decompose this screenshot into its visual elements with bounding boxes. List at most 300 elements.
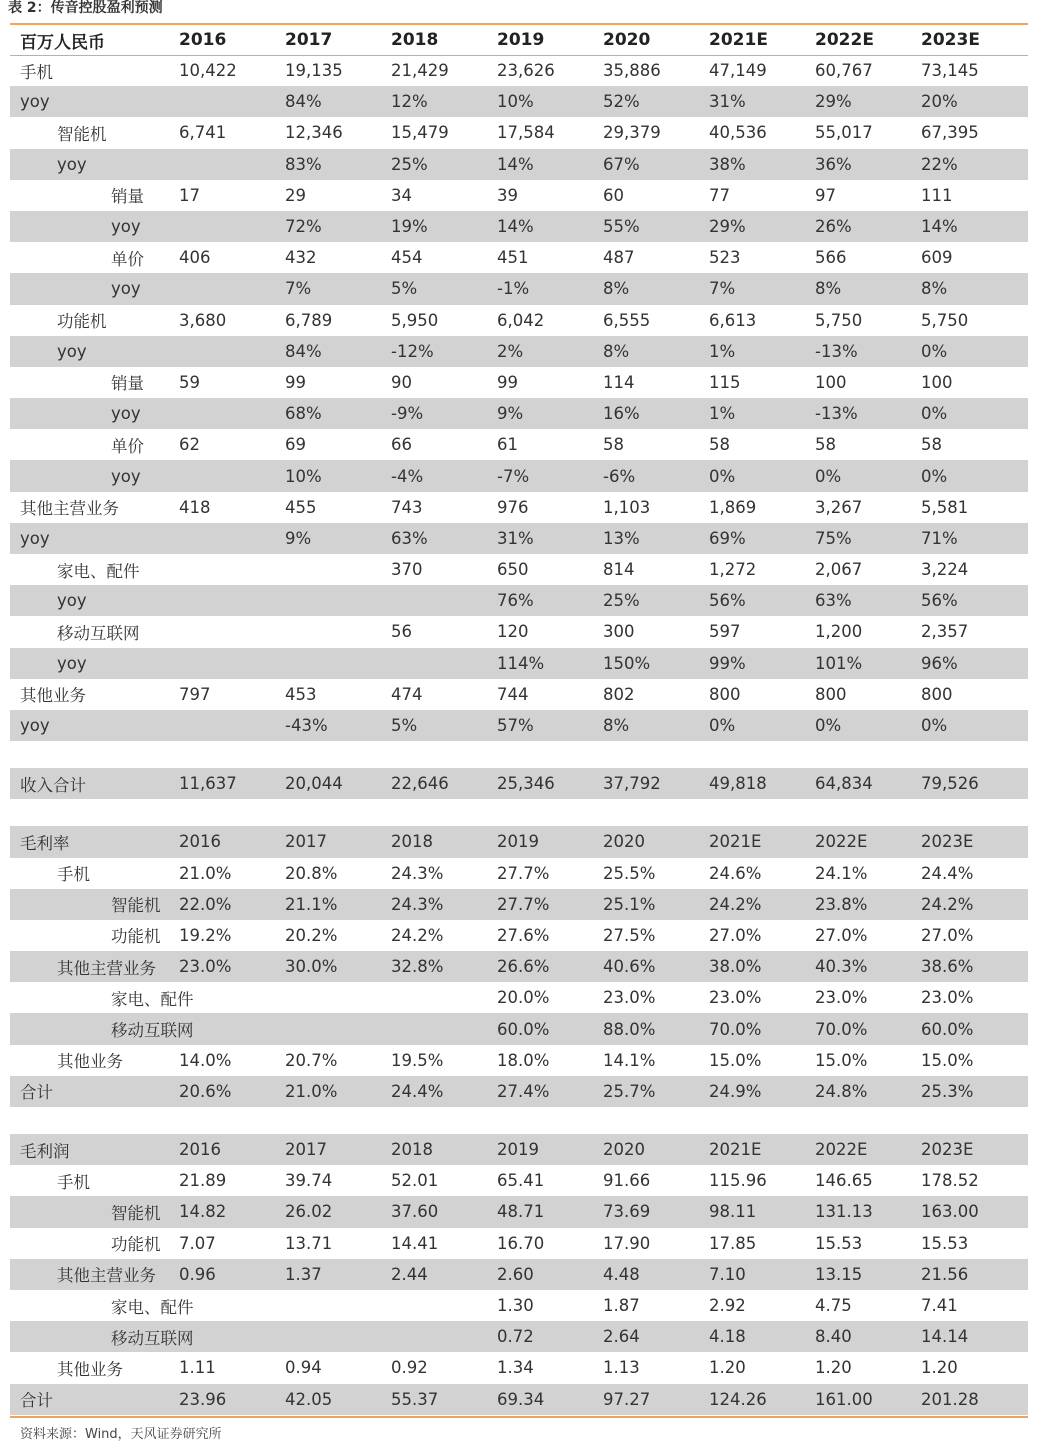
table-cell: 2021E: [709, 1134, 815, 1165]
row-label: 家电、配件: [57, 561, 140, 581]
table-cell: 73,145: [921, 61, 979, 81]
table-cell: 800: [815, 684, 847, 704]
table-cell: 38.0%: [709, 951, 815, 982]
table-cell: 2.60: [497, 1259, 603, 1290]
table-cell: 12%: [391, 86, 497, 117]
row-label: 百万人民币: [20, 32, 105, 53]
table-cell: -7%: [497, 460, 603, 491]
row-label: 手机: [57, 1172, 90, 1192]
row-label: 手机: [20, 62, 53, 82]
row-label: 功能机: [111, 1235, 161, 1255]
table-cell: 27.0%: [815, 925, 868, 945]
table-cell: 90: [391, 372, 412, 392]
revenue-row: [10, 460, 1028, 491]
table-cell: [391, 585, 497, 616]
table-cell: 19.2%: [179, 925, 232, 945]
table-cell: 101%: [815, 648, 921, 679]
table-cell: 96%: [921, 648, 1028, 679]
table-cell: 62: [179, 435, 200, 455]
revenue-row: [10, 523, 1028, 554]
margin-row: [10, 889, 1028, 920]
margin-header-row: [10, 826, 1028, 857]
table-cell: 2017: [285, 1134, 391, 1165]
table-cell: 10%: [497, 86, 603, 117]
table-cell: [391, 1321, 497, 1352]
table-cell: [285, 1321, 391, 1352]
margin-row: [10, 951, 1028, 982]
table-cell: 17,584: [497, 123, 555, 143]
table-cell: [391, 648, 497, 679]
table-cell: 2022E: [815, 826, 921, 857]
table-cell: 3,267: [815, 497, 863, 517]
row-label: 移动互联网: [57, 623, 140, 643]
table-cell: 40.6%: [603, 951, 709, 982]
row-label: 手机: [57, 865, 90, 885]
table-cell: [179, 616, 285, 647]
table-cell: 2017: [285, 826, 391, 857]
table-cell: 27.4%: [497, 1076, 603, 1107]
table-cell: 8%: [603, 273, 709, 304]
table-cell: 18.0%: [497, 1050, 550, 1070]
table-cell: 65.41: [497, 1171, 545, 1191]
table-cell: 1.11: [179, 1358, 216, 1378]
table-cell: 2017: [285, 30, 333, 50]
table-cell: 34: [391, 185, 412, 205]
table-cell: [179, 710, 285, 741]
table-cell: [179, 398, 285, 429]
table-cell: 98.11: [709, 1196, 815, 1227]
table-cell: 84%: [285, 336, 391, 367]
table-cell: 60.0%: [497, 1013, 603, 1044]
table-cell: 17: [179, 185, 200, 205]
table-cell: [179, 1321, 285, 1352]
table-cell: 27.0%: [921, 925, 974, 945]
table-cell: 8.40: [815, 1321, 921, 1352]
table-cell: [391, 1013, 497, 1044]
table-cell: 14.0%: [179, 1050, 232, 1070]
table-cell: 1.34: [497, 1358, 534, 1378]
forecast-table: [10, 25, 1028, 1415]
table-cell: 14.41: [391, 1233, 439, 1253]
profit-row: [10, 1165, 1028, 1196]
table-cell: 19,135: [285, 61, 343, 81]
table-cell: 566: [815, 248, 847, 268]
row-label: yoy: [10, 149, 179, 180]
table-cell: 75%: [815, 523, 921, 554]
table-cell: 2020: [603, 826, 709, 857]
table-cell: 523: [709, 248, 741, 268]
bottom-rule: [10, 1416, 1028, 1418]
table-cell: 26%: [815, 211, 921, 242]
table-cell: 60,767: [815, 61, 873, 81]
table-cell: 22%: [921, 149, 1028, 180]
table-cell: 2021E: [709, 826, 815, 857]
table-cell: 60: [603, 185, 624, 205]
table-cell: 25.7%: [603, 1076, 709, 1107]
table-cell: 150%: [603, 648, 709, 679]
row-label: 其他主营业务: [20, 499, 119, 519]
table-cell: 23.0%: [603, 988, 656, 1008]
row-label: 功能机: [111, 927, 161, 947]
table-cell: 0.92: [391, 1358, 428, 1378]
table-cell: 31%: [709, 86, 815, 117]
table-cell: 14.1%: [603, 1050, 656, 1070]
table-cell: 24.3%: [391, 863, 444, 883]
table-cell: [391, 1290, 497, 1321]
table-cell: 11,637: [179, 768, 285, 799]
table-cell: 23.0%: [179, 951, 285, 982]
table-cell: -1%: [497, 273, 603, 304]
table-cell: 21.0%: [179, 863, 232, 883]
table-cell: 800: [921, 684, 953, 704]
table-cell: 2.92: [709, 1296, 746, 1316]
table-cell: 2,067: [815, 560, 863, 580]
spacer-row: [10, 799, 1028, 826]
table-cell: 2018: [391, 826, 497, 857]
table-cell: 56%: [921, 585, 1028, 616]
table-cell: 0%: [815, 460, 921, 491]
table-cell: 71%: [921, 523, 1028, 554]
table-cell: 597: [709, 622, 741, 642]
row-label: 其他业务: [20, 686, 86, 706]
table-cell: 100: [921, 372, 953, 392]
table-cell: 66: [391, 435, 412, 455]
table-cell: 69%: [709, 523, 815, 554]
table-cell: 114: [603, 372, 635, 392]
table-cell: [179, 273, 285, 304]
table-cell: 744: [497, 684, 529, 704]
margin-row: [10, 982, 1028, 1013]
table-cell: 609: [921, 248, 953, 268]
table-cell: 114%: [497, 648, 603, 679]
table-cell: 7%: [709, 273, 815, 304]
table-cell: 115.96: [709, 1171, 767, 1191]
table-cell: 40,536: [709, 123, 767, 143]
table-cell: 2022E: [815, 30, 874, 50]
table-cell: 22,646: [391, 768, 497, 799]
row-label: 毛利润: [10, 1134, 179, 1165]
table-cell: 21.89: [179, 1171, 227, 1191]
table-cell: 25.1%: [603, 889, 709, 920]
table-cell: 13%: [603, 523, 709, 554]
table-cell: 99: [285, 372, 306, 392]
table-cell: 68%: [285, 398, 391, 429]
table-cell: 27.5%: [603, 925, 656, 945]
margin-row: [10, 858, 1028, 889]
table-cell: 69.34: [497, 1384, 603, 1415]
table-cell: 91.66: [603, 1171, 651, 1191]
table-cell: 2.64: [603, 1321, 709, 1352]
table-cell: 25.3%: [921, 1076, 1028, 1107]
row-label: 其他主营业务: [10, 951, 179, 982]
table-cell: 201.28: [921, 1384, 1028, 1415]
table-cell: 650: [497, 560, 529, 580]
table-cell: 23.0%: [921, 988, 974, 1008]
table-cell: 370: [391, 560, 423, 580]
table-cell: 432: [285, 248, 317, 268]
table-cell: 1%: [709, 398, 815, 429]
margin-row: [10, 1076, 1028, 1107]
table-cell: 48.71: [497, 1196, 603, 1227]
table-cell: [285, 1013, 391, 1044]
table-cell: 24.2%: [709, 889, 815, 920]
table-cell: 26.6%: [497, 951, 603, 982]
revenue-row: [10, 554, 1028, 585]
table-cell: 976: [497, 497, 529, 517]
table-cell: 0.96: [179, 1259, 285, 1290]
table-cell: 5,581: [921, 497, 969, 517]
table-cell: 55.37: [391, 1384, 497, 1415]
revenue-row: [10, 117, 1028, 148]
table-cell: 2016: [179, 1134, 285, 1165]
table-cell: 40.3%: [815, 951, 921, 982]
row-label: 销量: [111, 187, 144, 207]
table-cell: [179, 211, 285, 242]
table-cell: 453: [285, 684, 317, 704]
table-cell: 3,224: [921, 560, 969, 580]
table-cell: 25.5%: [603, 863, 656, 883]
row-label: yoy: [10, 398, 179, 429]
table-cell: 5%: [391, 710, 497, 741]
table-cell: 2,357: [921, 622, 969, 642]
table-cell: 32.8%: [391, 951, 497, 982]
table-cell: 1,200: [815, 622, 863, 642]
table-cell: 0%: [709, 710, 815, 741]
table-cell: 163.00: [921, 1196, 1028, 1227]
table-cell: 72%: [285, 211, 391, 242]
row-label: yoy: [10, 86, 179, 117]
table-cell: 455: [285, 497, 317, 517]
table-cell: 9%: [497, 398, 603, 429]
table-cell: 2020: [603, 30, 651, 50]
table-cell: 7.07: [179, 1233, 216, 1253]
table-cell: 2018: [391, 1134, 497, 1165]
row-label: yoy: [10, 585, 179, 616]
table-cell: 1.30: [497, 1296, 534, 1316]
table-cell: 56%: [709, 585, 815, 616]
table-cell: 0.94: [285, 1358, 322, 1378]
table-cell: [391, 982, 497, 1013]
revenue-row: [10, 648, 1028, 679]
table-cell: [285, 648, 391, 679]
table-cell: 99: [497, 372, 518, 392]
row-label: 智能机: [10, 889, 179, 920]
table-cell: 21.56: [921, 1259, 1028, 1290]
table-cell: 120: [497, 622, 529, 642]
table-cell: 3,680: [179, 310, 227, 330]
row-label: 收入合计: [10, 768, 179, 799]
profit-header-row: [10, 1134, 1028, 1165]
row-label: 家电、配件: [111, 1297, 194, 1317]
revenue-row: [10, 55, 1028, 86]
table-cell: 13.71: [285, 1233, 333, 1253]
table-cell: [179, 982, 285, 1013]
table-cell: 29,379: [603, 123, 661, 143]
table-cell: 2016: [179, 826, 285, 857]
table-cell: 21.0%: [285, 1076, 391, 1107]
table-cell: 76%: [497, 585, 603, 616]
table-cell: [179, 460, 285, 491]
table-cell: 797: [179, 684, 211, 704]
table-cell: 300: [603, 622, 635, 642]
table-cell: [285, 585, 391, 616]
table-cell: 16%: [603, 398, 709, 429]
table-cell: [179, 648, 285, 679]
table-cell: 6,555: [603, 310, 651, 330]
table-cell: 1,103: [603, 497, 651, 517]
table-cell: 7.41: [921, 1296, 958, 1316]
table-cell: 5,750: [815, 310, 863, 330]
profit-row: [10, 1259, 1028, 1290]
table-cell: 20,044: [285, 768, 391, 799]
row-label: 单价: [111, 249, 144, 269]
table-cell: 14.82: [179, 1196, 285, 1227]
table-cell: 15.53: [815, 1233, 863, 1253]
table-cell: 178.52: [921, 1171, 979, 1191]
table-cell: 70.0%: [709, 1013, 815, 1044]
profit-row: [10, 1352, 1028, 1383]
table-cell: 2019: [497, 1134, 603, 1165]
table-cell: 2021E: [709, 30, 768, 50]
table-cell: 58: [709, 435, 730, 455]
table-cell: 37,792: [603, 768, 709, 799]
table-cell: 21,429: [391, 61, 449, 81]
revenue-row: [10, 336, 1028, 367]
table-cell: 4.48: [603, 1259, 709, 1290]
table-cell: 17.90: [603, 1233, 651, 1253]
table-cell: 58: [921, 435, 942, 455]
table-cell: 55,017: [815, 123, 873, 143]
table-cell: 14%: [497, 149, 603, 180]
row-label: 智能机: [57, 124, 107, 144]
table-cell: 20.6%: [179, 1076, 285, 1107]
table-cell: 24.9%: [709, 1076, 815, 1107]
table-cell: 24.2%: [921, 889, 1028, 920]
row-label: yoy: [10, 336, 179, 367]
table-cell: 63%: [391, 523, 497, 554]
table-cell: 487: [603, 248, 635, 268]
table-cell: 14%: [921, 211, 1028, 242]
table-cell: 55%: [603, 211, 709, 242]
profit-row: [10, 1290, 1028, 1321]
table-cell: 14.14: [921, 1321, 1028, 1352]
table-cell: 6,789: [285, 310, 333, 330]
table-cell: 111: [921, 185, 953, 205]
profit-row: [10, 1384, 1028, 1415]
table-cell: 24.4%: [921, 863, 974, 883]
table-cell: 0%: [921, 710, 1028, 741]
table-cell: 6,741: [179, 123, 227, 143]
table-cell: 24.3%: [391, 889, 497, 920]
revenue-row: [10, 679, 1028, 710]
table-cell: 1,272: [709, 560, 757, 580]
table-cell: [285, 1290, 391, 1321]
table-cell: -13%: [815, 398, 921, 429]
row-label: yoy: [10, 460, 179, 491]
table-cell: 23.0%: [815, 988, 868, 1008]
source-note: 资料来源：Wind，天风证券研究所: [20, 1427, 222, 1442]
table-cell: 73.69: [603, 1196, 709, 1227]
table-cell: 2019: [497, 826, 603, 857]
revenue-row: [10, 149, 1028, 180]
revenue-row: [10, 616, 1028, 647]
table-cell: 10,422: [179, 61, 237, 81]
table-cell: -4%: [391, 460, 497, 491]
row-label: 智能机: [10, 1196, 179, 1227]
table-cell: 24.1%: [815, 863, 868, 883]
table-cell: 88.0%: [603, 1013, 709, 1044]
table-cell: 97.27: [603, 1384, 709, 1415]
table-cell: 0%: [921, 336, 1028, 367]
spacer-row: [10, 741, 1028, 768]
table-cell: -13%: [815, 336, 921, 367]
table-cell: [179, 336, 285, 367]
table-cell: 21.1%: [285, 889, 391, 920]
table-cell: 406: [179, 248, 211, 268]
table-cell: 79,526: [921, 768, 1028, 799]
table-cell: 60.0%: [921, 1013, 1028, 1044]
table-cell: 100: [815, 372, 847, 392]
table-cell: 2016: [179, 30, 227, 50]
table-cell: 25%: [391, 149, 497, 180]
table-cell: 2020: [603, 1134, 709, 1165]
table-cell: 7%: [285, 273, 391, 304]
table-cell: 0%: [709, 460, 815, 491]
table-cell: 2%: [497, 336, 603, 367]
table-cell: 25,346: [497, 768, 603, 799]
table-cell: 30.0%: [285, 951, 391, 982]
revenue-row: [10, 429, 1028, 460]
table-cell: 27.7%: [497, 863, 550, 883]
table-cell: 0%: [921, 460, 1028, 491]
row-label: yoy: [10, 211, 179, 242]
table-cell: 35,886: [603, 61, 661, 81]
profit-row: [10, 1196, 1028, 1227]
table-cell: 2018: [391, 30, 439, 50]
row-label: yoy: [10, 273, 179, 304]
revenue-row: [10, 710, 1028, 741]
revenue-row: [10, 492, 1028, 523]
table-cell: 0%: [815, 710, 921, 741]
table-cell: 814: [603, 560, 635, 580]
table-cell: 29%: [709, 211, 815, 242]
table-cell: 0%: [921, 398, 1028, 429]
table-cell: 47,149: [709, 61, 767, 81]
table-cell: 26.02: [285, 1196, 391, 1227]
table-cell: 1%: [709, 336, 815, 367]
table-cell: 99%: [709, 648, 815, 679]
table-cell: [179, 1290, 285, 1321]
table-cell: -9%: [391, 398, 497, 429]
table-cell: 2019: [497, 30, 545, 50]
row-label: 毛利率: [10, 826, 179, 857]
table-cell: [179, 554, 285, 585]
table-cell: 49,818: [709, 768, 815, 799]
table-cell: 39.74: [285, 1171, 333, 1191]
margin-row: [10, 1045, 1028, 1076]
table-cell: 24.2%: [391, 925, 444, 945]
table-cell: 161.00: [815, 1384, 921, 1415]
table-cell: 454: [391, 248, 423, 268]
table-cell: 451: [497, 248, 529, 268]
table-cell: 23.8%: [815, 889, 921, 920]
table-cell: 15.0%: [815, 1050, 868, 1070]
table-cell: 24.6%: [709, 863, 762, 883]
table-cell: 15.0%: [921, 1050, 974, 1070]
table-cell: -43%: [285, 710, 391, 741]
table-cell: 474: [391, 684, 423, 704]
table-cell: 84%: [285, 86, 391, 117]
